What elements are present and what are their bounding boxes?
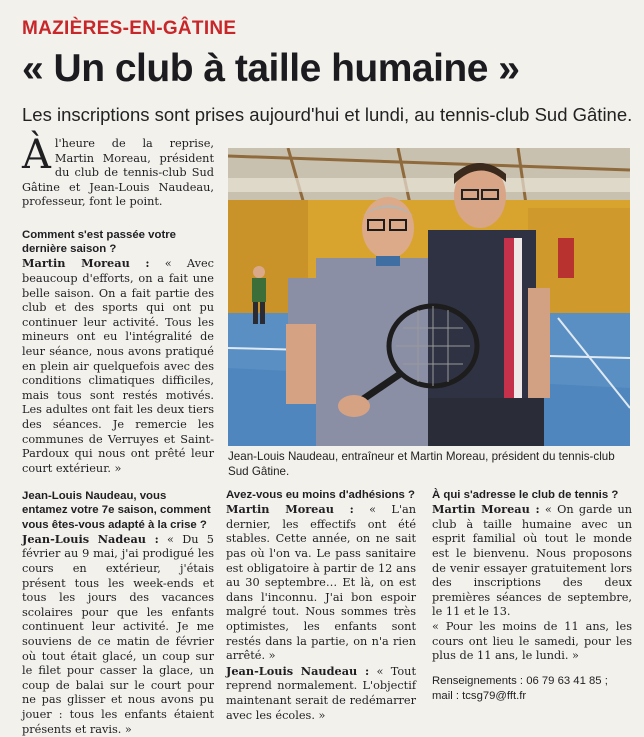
article-headline: « Un club à taille humaine » [22,47,520,90]
speaker-label: Martin Moreau : [226,502,354,517]
article-kicker: MAZIÈRES-EN-GÂTINE [22,18,237,39]
answer-3b [226,664,416,723]
answer-text: « Tout reprend normalement. L'objectif maintenant serait de redémarrer avec les écoles. » [226,664,416,722]
answer-text: « On garde un club à taille humaine avec un esprit familial où tout le monde est le bienvenu. Nous proposons de venir essayer gratuitement lors des inscriptions des deux premières séances de septembre, le 11 et le 13. [432,503,633,619]
photo-caption: Jean-Louis Naudeau, entraîneur et Martin Moreau, président du tennis-club Sud Gâtine. [228,450,615,478]
column-left [22,132,214,737]
article-subhead: Les inscriptions sont prises aujourd'hui et lundi, au tennis-club Sud Gâtine. [22,104,633,125]
speaker-label: Martin Moreau : [22,256,150,271]
answer-3 [226,502,416,664]
question-2: Jean-Louis Naudeau, vous entamez votre 7e saison, comment vous êtes-vous adapté à la crise ? [22,490,211,531]
answer-1 [22,256,214,476]
answer-text: « Avec beaucoup d'efforts, on a fait une belle saison. On a fait partie des club et des sports qui ont pu continuer leur activité. Tous les mineurs ont eu l'intégralité de leur séance, nous avons pratiqué en plein air quelquefois avec des conditions climatiques difficiles, mais tous sont restés motivés. Les adultes ont fait les deux tiers des séances. Je remercie les communes de Verruyes et Saint-Pardoux qui nous ont prêté leur court extérieur. » [22,257,214,475]
answer-4-continued: « Pour les moins de 11 ans, les cours ont lieu le samedi, pour les plus de 11 ans, le lundi. » [432,619,632,663]
question-4: À qui s'adresse le club de tennis ? [432,489,619,501]
speaker-label: Jean-Louis Nadeau : [22,531,159,546]
article-photo [228,148,630,446]
contact-info [432,674,632,704]
contact-phone: Renseignements : 06 79 63 41 85 ; [432,675,608,687]
speaker-label: Jean-Louis Naudeau : [226,663,370,678]
contact-mail: mail : tcsg79@fft.fr [432,690,527,702]
column-right [432,488,632,664]
lead-paragraph [22,132,214,210]
answer-text: « Du 5 février au 9 mai, j'ai prodigué les cours en extérieur, j'étais présent tous les week-ends et tous les jours des vacances scolaires pour que les enfants continuent leur activité. Je me souviens de ce matin de février où tout était glacé, un coup sur le filet pour casser la glace, un coup de balai sur le court pour ne pas glisser et nous avons pu jouer : tous les enfants étaient présents et ravis. » [22,532,214,736]
question-3: Avez-vous eu moins d'adhésions ? [226,489,416,501]
answer-text: « L'an dernier, les effectifs ont été stables. Cette année, on ne sait pas où l'on va. Le pass sanitaire est obligatoire à partir de 12 ans au 30 septembre… Et là, on est dans l'inconnu. J'ai bon espoir malgré tout. Nous sommes très optimistes, les enfants sont restés dans la partie, on n'a rien arrêté. » [226,503,417,663]
lead-text: l'heure de la reprise, Martin Moreau, président du club de tennis-club Sud Gâtine et Jean-Louis Naudeau, professeur, font le point. [22,137,214,209]
speaker-label: Martin Moreau : [432,502,540,517]
question-1: Comment s'est passée votre dernière saison ? [22,228,177,256]
tennis-players-photo [228,148,630,446]
answer-4 [432,502,632,620]
answer-2 [22,532,214,737]
dropcap: À [22,132,51,178]
column-middle [226,488,416,723]
